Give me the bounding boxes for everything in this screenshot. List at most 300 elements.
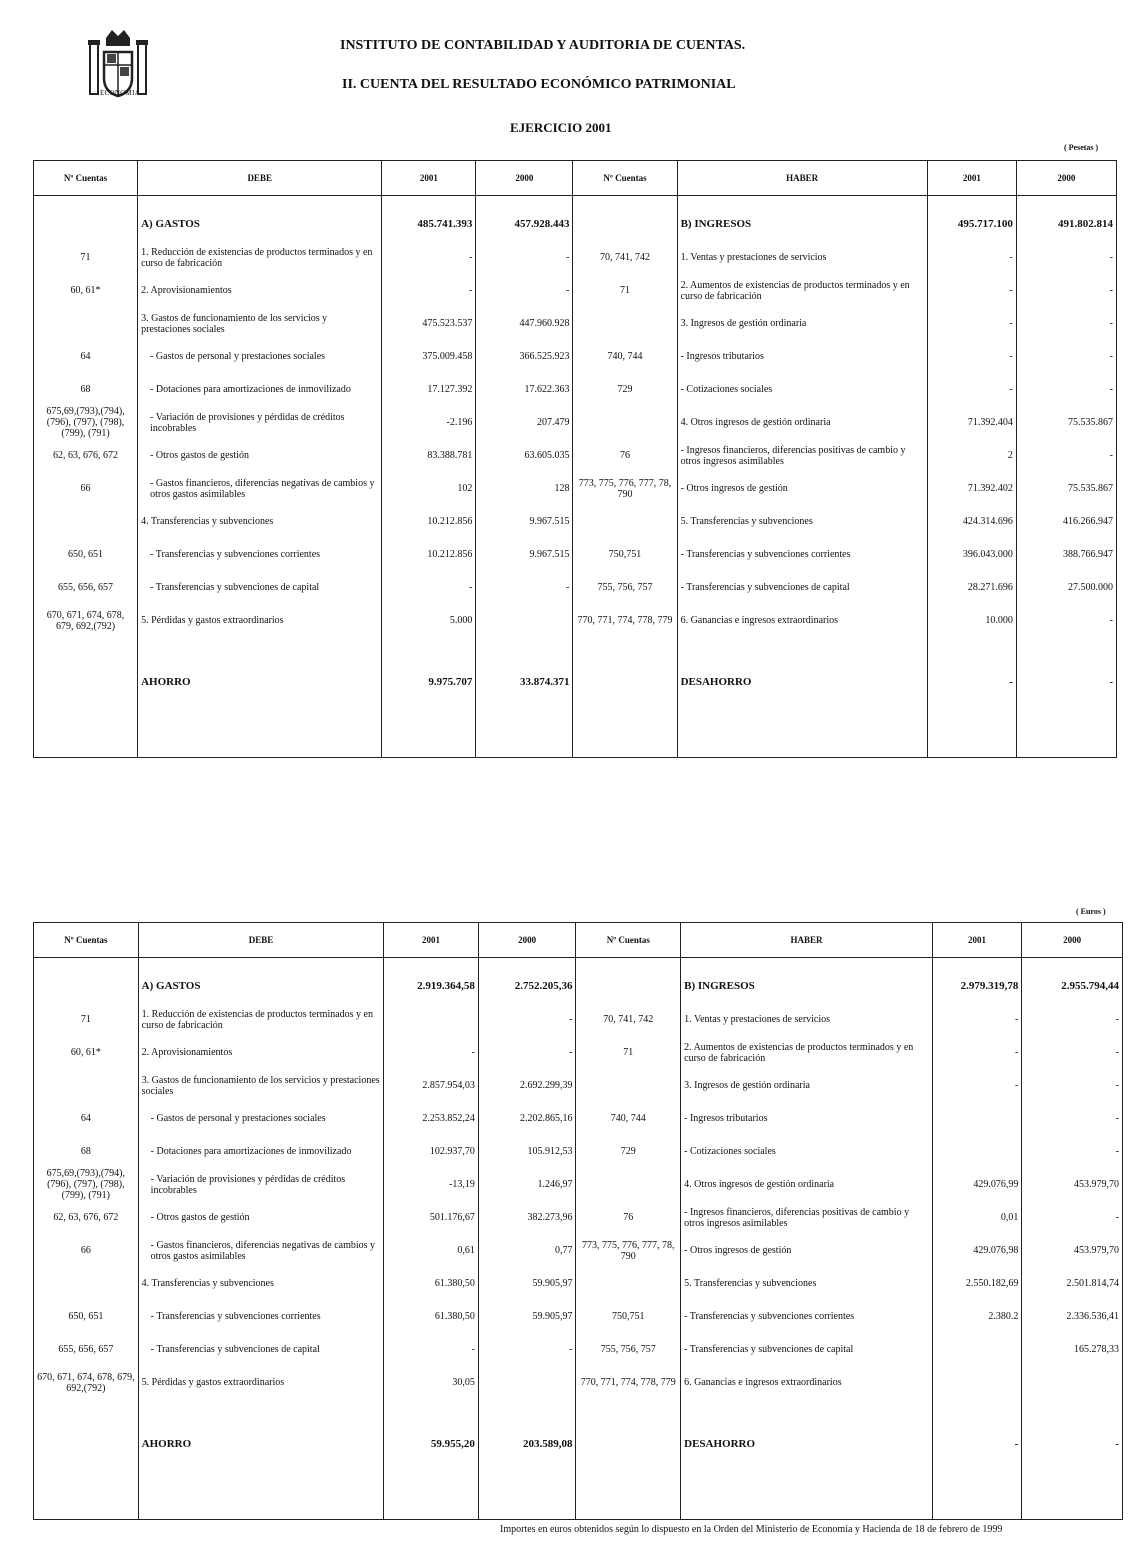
haber-2000 <box>1022 1366 1123 1399</box>
debe-label: - Transferencias y subvenciones de capital <box>138 571 382 604</box>
column-header-debe-2000: 2000 <box>478 923 576 958</box>
debe-2000: 33.874.371 <box>476 637 573 727</box>
haber-2000: - <box>1022 1069 1123 1102</box>
filler-cell <box>478 1489 576 1519</box>
debe-2001: 61.380,50 <box>384 1300 479 1333</box>
table-row <box>34 1003 1123 1036</box>
table-row <box>34 1366 1123 1399</box>
column-header-haber-2001: 2001 <box>927 161 1016 196</box>
column-header-account-debe: Nº Cuentas <box>34 923 139 958</box>
haber-label: - Ingresos financieros, diferencias positivas de cambio y otros ingresos asimilables <box>677 439 927 472</box>
account-haber: 770, 771, 774, 778, 779 <box>576 1366 681 1399</box>
account-haber <box>573 406 677 439</box>
account-haber <box>573 505 677 538</box>
haber-label: 3. Ingresos de gestión ordinaria <box>677 307 927 340</box>
table-row <box>34 1069 1123 1102</box>
haber-2000: 491.802.814 <box>1016 208 1116 241</box>
debe-2000 <box>476 604 573 637</box>
table-row <box>34 571 1117 604</box>
account-debe <box>34 307 138 340</box>
haber-2000: - <box>1022 1036 1123 1069</box>
debe-label: - Transferencias y subvenciones corrientes <box>138 538 382 571</box>
haber-2000: - <box>1022 1102 1123 1135</box>
footnote: Importes en euros obtenidos según lo dispuesto en la Orden del Ministerio de Economía y Hacienda de 18 de febrero de 1999 <box>500 1524 1003 1535</box>
haber-2000: 75.535.867 <box>1016 472 1116 505</box>
column-header-account-debe: Nº Cuentas <box>34 161 138 196</box>
haber-2001: - <box>927 340 1016 373</box>
debe-2000: - <box>478 1003 576 1036</box>
haber-2001 <box>932 1102 1022 1135</box>
account-haber <box>576 1168 681 1201</box>
account-haber: 740, 744 <box>576 1102 681 1135</box>
table-row <box>34 439 1117 472</box>
column-header-debe-label: DEBE <box>138 161 382 196</box>
filler-cell <box>677 727 927 757</box>
debe-label: 5. Pérdidas y gastos extraordinarios <box>138 604 382 637</box>
spacer-cell <box>927 196 1016 209</box>
account-haber <box>573 307 677 340</box>
account-debe: 650, 651 <box>34 538 138 571</box>
debe-2001: 10.212.856 <box>382 505 476 538</box>
filler-cell <box>1022 1489 1123 1519</box>
debe-2001: 30,05 <box>384 1366 479 1399</box>
haber-label: 5. Transferencias y subvenciones <box>681 1267 933 1300</box>
debe-2000: 0,77 <box>478 1234 576 1267</box>
haber-2000: 165.278,33 <box>1022 1333 1123 1366</box>
account-debe: 68 <box>34 1135 139 1168</box>
account-debe: 62, 63, 676, 672 <box>34 1201 139 1234</box>
table-row <box>34 538 1117 571</box>
haber-2001: - <box>927 637 1016 727</box>
account-debe: 66 <box>34 472 138 505</box>
account-haber: 740, 744 <box>573 340 677 373</box>
debe-2000: - <box>478 1333 576 1366</box>
haber-label: 6. Ganancias e ingresos extraordinarios <box>677 604 927 637</box>
spacer-cell <box>34 196 138 209</box>
haber-label: B) INGRESOS <box>681 970 933 1003</box>
debe-2000: 9.967.515 <box>476 505 573 538</box>
debe-label: - Transferencias y subvenciones corrientes <box>138 1300 384 1333</box>
account-debe: 655, 656, 657 <box>34 571 138 604</box>
debe-2001: 61.380,50 <box>384 1267 479 1300</box>
table-row <box>34 1135 1123 1168</box>
table-row <box>34 604 1117 637</box>
filler-cell <box>681 1489 933 1519</box>
haber-2001: 2.380.2 <box>932 1300 1022 1333</box>
account-debe <box>34 970 139 1003</box>
account-debe <box>34 1267 139 1300</box>
debe-2001: 10.212.856 <box>382 538 476 571</box>
account-debe <box>34 1399 139 1489</box>
haber-label: B) INGRESOS <box>677 208 927 241</box>
debe-label: 1. Reducción de existencias de productos terminados y en curso de fabricación <box>138 1003 384 1036</box>
debe-label: 4. Transferencias y subvenciones <box>138 1267 384 1300</box>
filler-cell <box>384 1489 479 1519</box>
haber-label: - Transferencias y subvenciones corrientes <box>677 538 927 571</box>
table-row <box>34 505 1117 538</box>
haber-label: - Otros ingresos de gestión <box>681 1234 933 1267</box>
haber-2000: - <box>1016 241 1116 274</box>
account-debe: 675,69,(793),(794), (796), (797), (798), (799), (791) <box>34 1168 139 1201</box>
spacer-cell <box>677 196 927 209</box>
haber-2001: 429.076,98 <box>932 1234 1022 1267</box>
fiscal-year: EJERCICIO 2001 <box>510 120 612 135</box>
debe-label: - Variación de provisiones y pérdidas de créditos incobrables <box>138 1168 384 1201</box>
haber-2000: - <box>1016 307 1116 340</box>
filler-cell <box>927 727 1016 757</box>
haber-2001: 71.392.404 <box>927 406 1016 439</box>
logo-caption: ECONOMIA <box>99 89 141 97</box>
haber-label: 6. Ganancias e ingresos extraordinarios <box>681 1366 933 1399</box>
table-row <box>34 340 1117 373</box>
table-row <box>34 1267 1123 1300</box>
account-debe: 670, 671, 674, 678, 679, 692,(792) <box>34 1366 139 1399</box>
debe-label: - Gastos de personal y prestaciones sociales <box>138 1102 384 1135</box>
account-debe <box>34 1069 139 1102</box>
debe-2001: 2.919.364,58 <box>384 970 479 1003</box>
column-header-debe-2000: 2000 <box>476 161 573 196</box>
account-haber: 76 <box>576 1201 681 1234</box>
haber-2001: 396.043.000 <box>927 538 1016 571</box>
account-debe: 64 <box>34 340 138 373</box>
debe-label: AHORRO <box>138 1399 384 1489</box>
table-row <box>34 241 1117 274</box>
haber-2000: 453.979,70 <box>1022 1234 1123 1267</box>
haber-label: 2. Aumentos de existencias de productos terminados y en curso de fabricación <box>677 274 927 307</box>
account-debe <box>34 505 138 538</box>
filler-cell <box>932 1489 1022 1519</box>
spacer-cell <box>384 958 479 971</box>
column-header-debe-2001: 2001 <box>384 923 479 958</box>
table-row <box>34 307 1117 340</box>
haber-2000: 27.500.000 <box>1016 571 1116 604</box>
haber-2000: - <box>1016 340 1116 373</box>
debe-2000: 59.905,97 <box>478 1300 576 1333</box>
haber-label: - Ingresos tributarios <box>677 340 927 373</box>
haber-2001: - <box>927 373 1016 406</box>
haber-label: 2. Aumentos de existencias de productos terminados y en curso de fabricación <box>681 1036 933 1069</box>
account-debe: 71 <box>34 1003 139 1036</box>
haber-2000: - <box>1016 637 1116 727</box>
haber-2000: - <box>1016 439 1116 472</box>
debe-label: 5. Pérdidas y gastos extraordinarios <box>138 1366 384 1399</box>
spacer-cell <box>478 958 576 971</box>
account-debe: 60, 61* <box>34 1036 139 1069</box>
debe-label: - Otros gastos de gestión <box>138 1201 384 1234</box>
column-header-haber-2000: 2000 <box>1016 161 1116 196</box>
table-row <box>34 1300 1123 1333</box>
haber-2000: 2.501.814,74 <box>1022 1267 1123 1300</box>
debe-2000: 203.589,08 <box>478 1399 576 1489</box>
haber-label: 4. Otros ingresos de gestión ordinaria <box>677 406 927 439</box>
account-haber <box>576 1399 681 1489</box>
table-row <box>34 406 1117 439</box>
account-debe: 62, 63, 676, 672 <box>34 439 138 472</box>
haber-2000: 416.266.947 <box>1016 505 1116 538</box>
table-row <box>34 208 1117 241</box>
account-debe: 655, 656, 657 <box>34 1333 139 1366</box>
debe-2000: - <box>478 1036 576 1069</box>
account-debe <box>34 208 138 241</box>
debe-2001: -13,19 <box>384 1168 479 1201</box>
debe-2001: 59.955,20 <box>384 1399 479 1489</box>
account-haber: 750,751 <box>576 1300 681 1333</box>
account-haber <box>573 637 677 727</box>
table-row <box>34 373 1117 406</box>
account-haber: 770, 771, 774, 778, 779 <box>573 604 677 637</box>
haber-label: - Otros ingresos de gestión <box>677 472 927 505</box>
account-haber: 71 <box>573 274 677 307</box>
debe-2000: 9.967.515 <box>476 538 573 571</box>
haber-2000: 2.336.536,41 <box>1022 1300 1123 1333</box>
institute-title: INSTITUTO DE CONTABILIDAD Y AUDITORIA DE CUENTAS. <box>340 38 746 53</box>
haber-2001: - <box>927 241 1016 274</box>
haber-2001: 28.271.696 <box>927 571 1016 604</box>
haber-2001: 0,01 <box>932 1201 1022 1234</box>
debe-2001: -2.196 <box>382 406 476 439</box>
spacer-cell <box>932 958 1022 971</box>
debe-2001: 0,61 <box>384 1234 479 1267</box>
haber-2000: - <box>1022 1135 1123 1168</box>
haber-label: - Transferencias y subvenciones corrientes <box>681 1300 933 1333</box>
table-row <box>34 472 1117 505</box>
haber-2000: - <box>1016 373 1116 406</box>
debe-2000: - <box>476 571 573 604</box>
table-row <box>34 1168 1123 1201</box>
account-debe: 66 <box>34 1234 139 1267</box>
haber-2000: 388.766.947 <box>1016 538 1116 571</box>
debe-2000: 2.752.205,36 <box>478 970 576 1003</box>
spacer-cell <box>138 196 382 209</box>
filler-cell <box>382 727 476 757</box>
haber-label: 3. Ingresos de gestión ordinaria <box>681 1069 933 1102</box>
column-header-haber-label: HABER <box>677 161 927 196</box>
account-debe: 670, 671, 674, 678, 679, 692,(792) <box>34 604 138 637</box>
haber-2001: - <box>932 1003 1022 1036</box>
haber-2001: - <box>927 274 1016 307</box>
debe-label: A) GASTOS <box>138 208 382 241</box>
haber-label: 4. Otros ingresos de gestión ordinaria <box>681 1168 933 1201</box>
haber-label: 1. Ventas y prestaciones de servicios <box>681 1003 933 1036</box>
debe-label: 4. Transferencias y subvenciones <box>138 505 382 538</box>
debe-2001: 102 <box>382 472 476 505</box>
haber-2001 <box>932 1333 1022 1366</box>
column-header-debe-2001: 2001 <box>382 161 476 196</box>
table-row <box>34 1399 1123 1489</box>
table-row <box>34 1201 1123 1234</box>
debe-2001: 501.176,67 <box>384 1201 479 1234</box>
haber-2001: 424.314.696 <box>927 505 1016 538</box>
haber-label: - Cotizaciones sociales <box>677 373 927 406</box>
account-haber <box>576 970 681 1003</box>
debe-2001: 9.975.707 <box>382 637 476 727</box>
debe-label: 3. Gastos de funcionamiento de los servicios y prestaciones sociales <box>138 307 382 340</box>
debe-2001: 17.127.392 <box>382 373 476 406</box>
spacer-cell <box>476 196 573 209</box>
debe-label: 2. Aprovisionamientos <box>138 274 382 307</box>
filler-cell <box>576 1489 681 1519</box>
debe-2001: 375.009.458 <box>382 340 476 373</box>
account-haber: 755, 756, 757 <box>573 571 677 604</box>
debe-2000: 382.273,96 <box>478 1201 576 1234</box>
debe-label: - Variación de provisiones y pérdidas de créditos incobrables <box>138 406 382 439</box>
haber-label: DESAHORRO <box>681 1399 933 1489</box>
haber-2000: 453.979,70 <box>1022 1168 1123 1201</box>
haber-label: DESAHORRO <box>677 637 927 727</box>
debe-2001: - <box>382 241 476 274</box>
haber-2000: - <box>1016 274 1116 307</box>
debe-label: - Transferencias y subvenciones de capital <box>138 1333 384 1366</box>
haber-2001: 2.979.319,78 <box>932 970 1022 1003</box>
debe-2000: - <box>476 241 573 274</box>
haber-2001: - <box>932 1036 1022 1069</box>
account-haber <box>573 208 677 241</box>
debe-2001: - <box>382 571 476 604</box>
debe-2000: 366.525.923 <box>476 340 573 373</box>
debe-2000: - <box>476 274 573 307</box>
account-haber <box>576 1267 681 1300</box>
debe-2000 <box>478 1366 576 1399</box>
haber-2001 <box>932 1366 1022 1399</box>
debe-label: 3. Gastos de funcionamiento de los servicios y prestaciones sociales <box>138 1069 384 1102</box>
column-header-haber-label: HABER <box>681 923 933 958</box>
account-haber <box>576 1069 681 1102</box>
account-haber: 773, 775, 776, 777, 78, 790 <box>573 472 677 505</box>
debe-2000: 2.692.299,39 <box>478 1069 576 1102</box>
units-label-pesetas: ( Pesetas ) <box>1064 143 1099 152</box>
haber-2001 <box>932 1135 1022 1168</box>
haber-2000: - <box>1022 1399 1123 1489</box>
units-label-euros: ( Euros ) <box>1076 907 1106 916</box>
debe-label: - Gastos financieros, diferencias negativas de cambios y otros gastos asimilables <box>138 472 382 505</box>
spacer-cell <box>576 958 681 971</box>
debe-label: - Dotaciones para amortizaciones de inmovilizado <box>138 373 382 406</box>
account-debe <box>34 637 138 727</box>
account-haber: 750,751 <box>573 538 677 571</box>
filler-cell <box>1016 727 1116 757</box>
report-title: II. CUENTA DEL RESULTADO ECONÓMICO PATRIMONIAL <box>342 77 736 92</box>
haber-2000: - <box>1016 604 1116 637</box>
filler-cell <box>34 727 138 757</box>
debe-2000: 105.912,53 <box>478 1135 576 1168</box>
table-row <box>34 1036 1123 1069</box>
column-header-account-haber: Nº Cuentas <box>573 161 677 196</box>
debe-2001: - <box>384 1333 479 1366</box>
debe-label: - Gastos de personal y prestaciones sociales <box>138 340 382 373</box>
haber-label: - Transferencias y subvenciones de capital <box>681 1333 933 1366</box>
debe-label: A) GASTOS <box>138 970 384 1003</box>
table-row <box>34 1102 1123 1135</box>
haber-2000: - <box>1022 1201 1123 1234</box>
account-haber: 755, 756, 757 <box>576 1333 681 1366</box>
haber-label: - Cotizaciones sociales <box>681 1135 933 1168</box>
debe-2000: 1.246,97 <box>478 1168 576 1201</box>
column-header-account-haber: Nº Cuentas <box>576 923 681 958</box>
haber-2001: - <box>932 1399 1022 1489</box>
table-row <box>34 970 1123 1003</box>
debe-2001: 2.857.954,03 <box>384 1069 479 1102</box>
table-row <box>34 274 1117 307</box>
euros-table <box>33 922 1123 1520</box>
haber-label: - Ingresos tributarios <box>681 1102 933 1135</box>
debe-2001 <box>384 1003 479 1036</box>
filler-cell <box>34 1489 139 1519</box>
haber-2001: 2 <box>927 439 1016 472</box>
haber-label: 1. Ventas y prestaciones de servicios <box>677 241 927 274</box>
debe-label: - Gastos financieros, diferencias negativas de cambios y otros gastos asimilables <box>138 1234 384 1267</box>
haber-2001: 2.550.182,69 <box>932 1267 1022 1300</box>
haber-label: 5. Transferencias y subvenciones <box>677 505 927 538</box>
haber-label: - Transferencias y subvenciones de capital <box>677 571 927 604</box>
account-debe: 68 <box>34 373 138 406</box>
debe-2000: 2.202.865,16 <box>478 1102 576 1135</box>
debe-2001: - <box>382 274 476 307</box>
column-header-haber-2001: 2001 <box>932 923 1022 958</box>
debe-2001: - <box>384 1036 479 1069</box>
filler-cell <box>476 727 573 757</box>
haber-2001: - <box>932 1069 1022 1102</box>
table-row <box>34 1333 1123 1366</box>
spacer-cell <box>382 196 476 209</box>
debe-label: - Otros gastos de gestión <box>138 439 382 472</box>
account-haber: 70, 741, 742 <box>573 241 677 274</box>
debe-2000: 59.905,97 <box>478 1267 576 1300</box>
debe-2000: 207.479 <box>476 406 573 439</box>
debe-label: - Dotaciones para amortizaciones de inmovilizado <box>138 1135 384 1168</box>
filler-cell <box>138 727 382 757</box>
haber-label: - Ingresos financieros, diferencias positivas de cambio y otros ingresos asimilables <box>681 1201 933 1234</box>
debe-2000: 63.605.035 <box>476 439 573 472</box>
account-haber: 729 <box>576 1135 681 1168</box>
haber-2000: 2.955.794,44 <box>1022 970 1123 1003</box>
table-row <box>34 1234 1123 1267</box>
debe-2001: 102.937,70 <box>384 1135 479 1168</box>
table-row <box>34 637 1117 727</box>
debe-2000: 128 <box>476 472 573 505</box>
debe-2000: 17.622.363 <box>476 373 573 406</box>
debe-2001: 83.388.781 <box>382 439 476 472</box>
haber-2001: 495.717.100 <box>927 208 1016 241</box>
column-header-debe-label: DEBE <box>138 923 384 958</box>
haber-2000: 75.535.867 <box>1016 406 1116 439</box>
account-debe: 675,69,(793),(794), (796), (797), (798), (799), (791) <box>34 406 138 439</box>
filler-cell <box>138 1489 384 1519</box>
account-haber: 71 <box>576 1036 681 1069</box>
debe-label: AHORRO <box>138 637 382 727</box>
debe-label: 1. Reducción de existencias de productos terminados y en curso de fabricación <box>138 241 382 274</box>
debe-2000: 457.928.443 <box>476 208 573 241</box>
debe-2001: 475.523.537 <box>382 307 476 340</box>
spacer-cell <box>681 958 933 971</box>
debe-2000: 447.960.928 <box>476 307 573 340</box>
account-debe: 71 <box>34 241 138 274</box>
account-haber: 729 <box>573 373 677 406</box>
account-haber: 70, 741, 742 <box>576 1003 681 1036</box>
spacer-cell <box>573 196 677 209</box>
haber-2001: 429.076,99 <box>932 1168 1022 1201</box>
spacer-cell <box>34 958 139 971</box>
account-haber: 76 <box>573 439 677 472</box>
debe-2001: 2.253.852,24 <box>384 1102 479 1135</box>
pesetas-table <box>33 160 1117 758</box>
account-debe: 650, 651 <box>34 1300 139 1333</box>
column-header-haber-2000: 2000 <box>1022 923 1123 958</box>
haber-2001: 71.392.402 <box>927 472 1016 505</box>
account-debe: 64 <box>34 1102 139 1135</box>
account-debe: 60, 61* <box>34 274 138 307</box>
spacer-cell <box>1022 958 1123 971</box>
debe-2001: 5.000 <box>382 604 476 637</box>
